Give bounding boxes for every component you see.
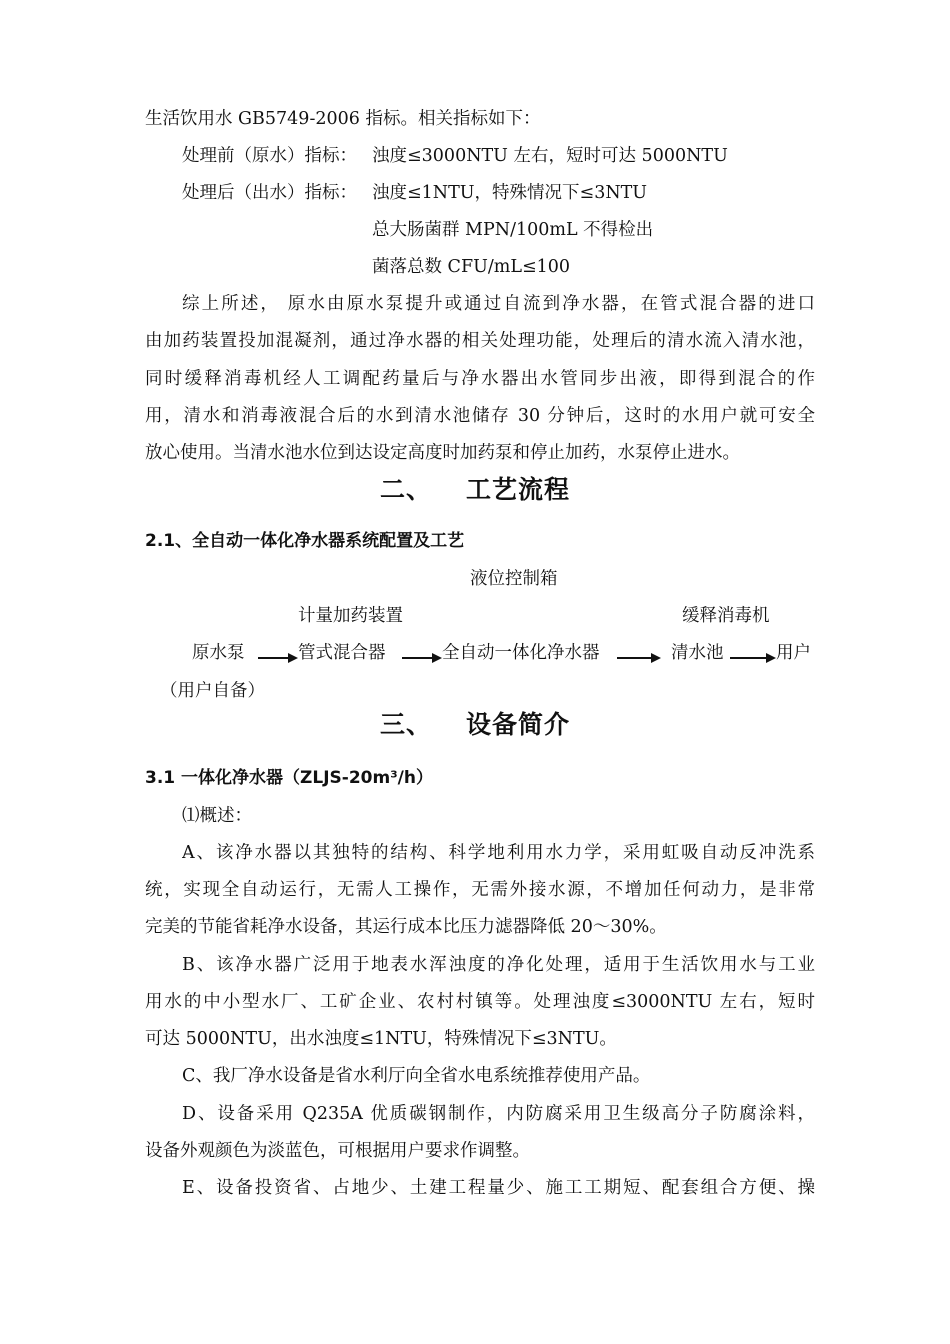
- section-heading: [0, 708, 950, 742]
- para-b-line: 用水的中小型水厂、工矿企业、农村村镇等。处理浊度≤3000NTU 左右，短时: [145, 992, 815, 1012]
- flow-arrow: [258, 653, 298, 663]
- summary-line: 放心使用。当清水池水位到达设定高度时加药泵和停止加药，水泵停止进水。: [145, 443, 740, 463]
- section-heading: [0, 473, 950, 507]
- intro-line: 生活饮用水 GB5749-2006 指标。相关指标如下：: [145, 109, 541, 129]
- para-b-line: 可达 5000NTU，出水浊度≤1NTU，特殊情况下≤3NTU。: [145, 1029, 617, 1049]
- flow-user-supplied-note: （用户自备）: [160, 681, 265, 701]
- summary-line: 同时缓释消毒机经人工调配药量后与净水器出水管同步出液，即得到混合的作: [145, 369, 815, 389]
- after-value-coliform: 总大肠菌群 MPN/100mL 不得检出: [372, 220, 654, 240]
- para-c-line: C、我厂净水设备是省水利厅向全省水电系统推荐使用产品。: [182, 1066, 651, 1086]
- section-title: 设备简介: [466, 710, 571, 739]
- subsection-heading: 2.1、全自动一体化净水器系统配置及工艺: [145, 531, 465, 551]
- after-value-colony: 菌落总数 CFU/mL≤100: [372, 257, 571, 277]
- para-b-line: B、该净水器广泛用于地表水浑浊度的净化处理，适用于生活饮用水与工业: [182, 955, 815, 975]
- flow-clear-water-pool: 清水池: [671, 643, 724, 663]
- after-label: 处理后（出水）指标：: [182, 183, 357, 203]
- flow-dosing-device: 计量加药装置: [298, 606, 403, 626]
- section-title: 工艺流程: [466, 475, 571, 504]
- section-number: 二、: [379, 475, 432, 504]
- flow-arrow: [730, 653, 776, 663]
- summary-line: 综上所述， 原水由原水泵提升或通过自流到净水器，在管式混合器的进口: [182, 294, 815, 314]
- flow-arrow: [617, 653, 661, 663]
- flow-pipe-mixer: 管式混合器: [298, 643, 386, 663]
- para-a-line: A、该净水器以其独特的结构、科学地利用水力学，采用虹吸自动反冲洗系: [182, 843, 815, 863]
- para-a-line: 统，实现全自动运行，无需人工操作，无需外接水源，不增加任何动力，是非常: [145, 880, 815, 900]
- after-value-turbidity: 浊度≤1NTU，特殊情况下≤3NTU: [372, 183, 648, 203]
- section-number: 三、: [379, 710, 432, 739]
- flow-disinfector: 缓释消毒机: [682, 606, 770, 626]
- subsection-heading: 3.1 一体化净水器（ZLJS-20m³/h）: [145, 768, 433, 788]
- overview-label: ⑴概述：: [182, 806, 252, 826]
- flow-integrated-purifier: 全自动一体化净水器: [442, 643, 600, 663]
- flow-user: 用户: [776, 643, 811, 663]
- before-label: 处理前（原水）指标：: [182, 146, 357, 166]
- before-value: 浊度≤3000NTU 左右，短时可达 5000NTU: [372, 146, 728, 166]
- para-d-line: D、设备采用 Q235A 优质碳钢制作，内防腐采用卫生级高分子防腐涂料，: [182, 1104, 815, 1124]
- flow-raw-water-pump: 原水泵: [192, 643, 245, 663]
- summary-line: 由加药装置投加混凝剂，通过净水器的相关处理功能，处理后的清水流入清水池，: [145, 331, 815, 351]
- flow-arrow: [402, 653, 442, 663]
- para-e-line: E、设备投资省、占地少、土建工程量少、施工工期短、配套组合方便、操: [182, 1178, 815, 1198]
- para-a-line: 完美的节能省耗净水设备，其运行成本比压力滤器降低 20～30%。: [145, 917, 667, 937]
- flow-level-control-box: 液位控制箱: [470, 569, 558, 589]
- para-d-line: 设备外观颜色为淡蓝色，可根据用户要求作调整。: [145, 1141, 530, 1161]
- summary-line: 用，清水和消毒液混合后的水到清水池储存 30 分钟后，这时的水用户就可安全: [145, 406, 815, 426]
